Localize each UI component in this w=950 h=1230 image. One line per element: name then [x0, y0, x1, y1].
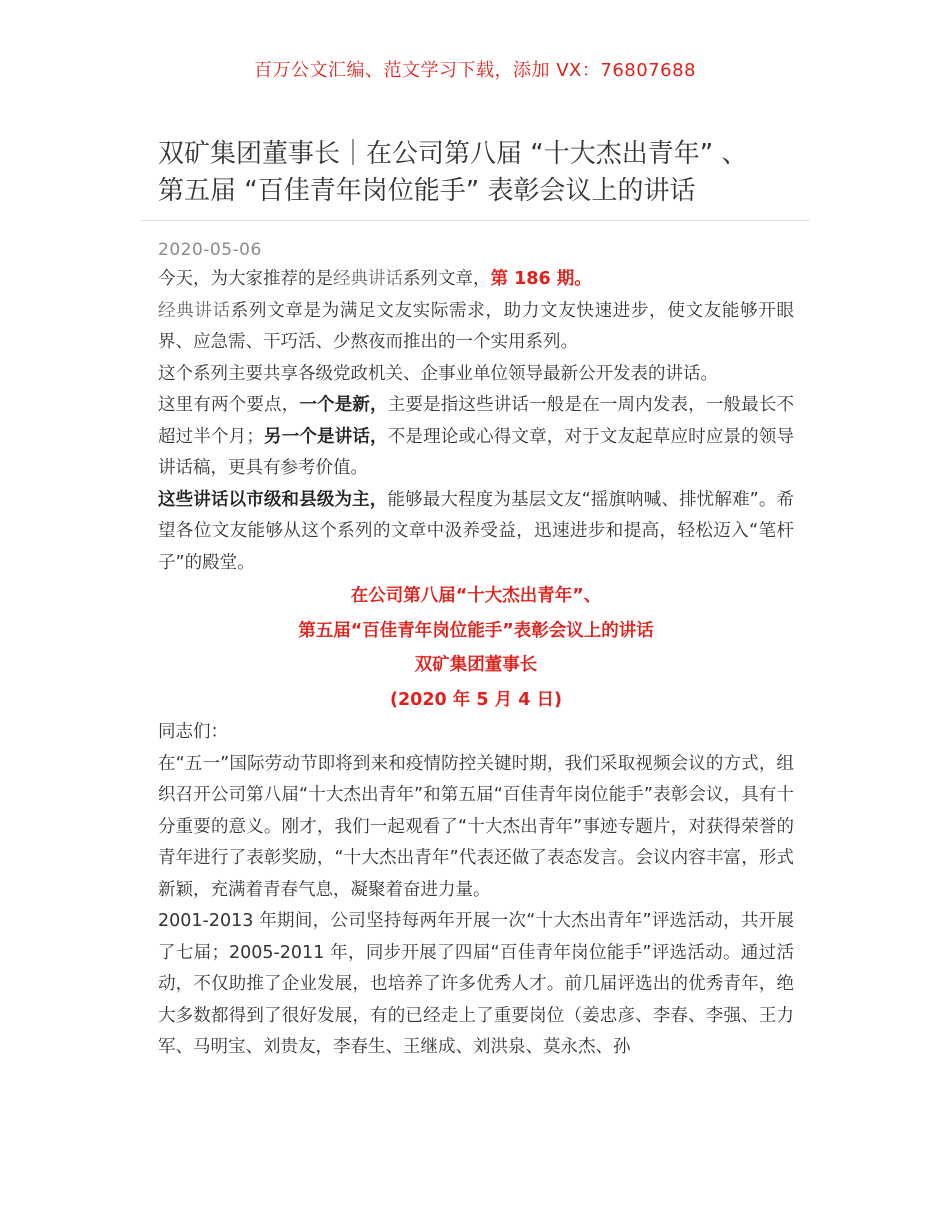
title-divider — [140, 220, 810, 221]
speech-paragraph-2: 2001-2013 年期间，公司坚持每两年开展一次“十大杰出青年”评选活动，共开展了七届；2005-2011 年，同步开展了四届“百佳青年岗位能手”评选活动。通过活动，不仅助推了企业发展，也培养了许多优秀人才。前几届评选出的优秀青年，绝大多数都得到了很好发展，有的已经走上了重要岗位（姜忠彦、李春、李强、王力军、马明宝、刘贵友，李春生、王继成、刘洪泉、莫永杰、孙 — [158, 911, 794, 1057]
promo-banner: 百万公文汇编、范文学习下载，添加 VX：76807688 — [254, 60, 696, 81]
series-link[interactable]: 经典讲话 — [333, 269, 403, 289]
intro-text: 不是理论或心得文章，对于文友起草应时应景的领导讲话稿，更具有参考价值。 — [158, 426, 795, 478]
intro-paragraph-5 — [158, 485, 794, 580]
issue-number: 第 186 期。 — [490, 269, 592, 289]
article-title-line-2: 第五届 “百佳青年岗位能手” 表彰会议上的讲话 — [158, 176, 696, 206]
speech-salutation: 同志们： — [158, 722, 228, 742]
intro-text: 系列文章， — [403, 269, 491, 289]
key-point-new: 一个是新， — [299, 395, 388, 415]
speech-paragraph-1: 在“五一”国际劳动节即将到来和疫情防控关键时期，我们采取视频会议的方式，组织召开公司第八届“十大杰出青年”和第五届“百佳青年岗位能手”表彰会议，具有十分重要的意义。刚才，我们一起观看了“十大杰出青年”事迹专题片，对获得荣誉的青年进行了表彰奖励，“十大杰出青年”代表还做了表态发言。会议内容丰富，形式新颖，充满着青春气息，凝聚着奋进力量。 — [158, 753, 794, 900]
key-point-level: 这些讲话以市级和县级为主， — [158, 489, 388, 510]
article-title-line-1: 双矿集团董事长｜在公司第八届 “十大杰出青年” 、 — [158, 139, 748, 169]
speech-heading-line-1: 在公司第八届“十大杰出青年”、 — [350, 586, 602, 606]
publish-date: 2020-05-06 — [158, 240, 262, 260]
article-title — [158, 136, 808, 210]
article-body — [158, 264, 794, 1064]
speech-date: (2020 年 5 月 4 日) — [389, 689, 563, 710]
intro-text: 今天，为大家推荐的是 — [158, 269, 333, 289]
intro-text: 这里有两个要点， — [158, 395, 300, 415]
speech-heading-line-2: 第五届“百佳青年岗位能手”表彰会议上的讲话 — [298, 620, 654, 641]
intro-paragraph-4 — [158, 390, 794, 485]
intro-paragraph-1 — [158, 264, 794, 296]
speech-speaker: 双矿集团董事长 — [414, 655, 538, 675]
intro-paragraph-2 — [158, 296, 794, 359]
intro-paragraph-3: 这个系列主要共享各级党政机关、企事业单位领导最新公开发表的讲话。 — [158, 363, 718, 384]
series-link[interactable]: 经典讲话 — [158, 300, 231, 321]
intro-text: 主要是指这些讲话一般是在一周内发表，一般最长不超过半个月； — [158, 395, 795, 447]
intro-text: 能够最大程度为基层文友“摇旗呐喊、排忧解难”。希望各位文友能够从这个系列的文章中汲养受益，迅速进步和提高，轻松迈入“笔杆子”的殿堂。 — [158, 489, 794, 573]
intro-text: 系列文章是为满足文友实际需求，助力文友快速进步，使文友能够开眼界、应急需、干巧活、少熬夜而推出的一个实用系列。 — [158, 300, 794, 352]
key-point-speech: 另一个是讲话， — [263, 426, 388, 447]
